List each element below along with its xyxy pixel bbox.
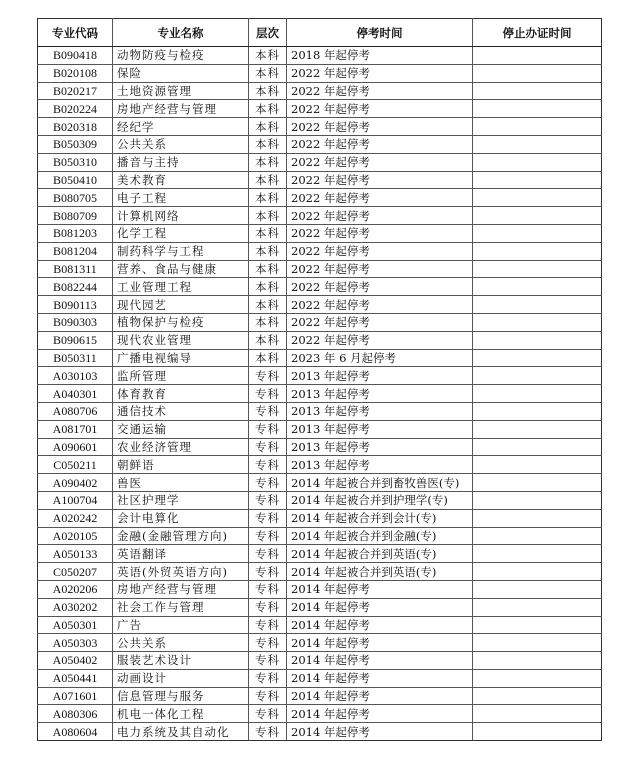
header-level: 层次	[249, 19, 287, 47]
major-code-cell: A050402	[38, 652, 113, 670]
major-code-cell: B081204	[38, 242, 113, 260]
table-row	[38, 153, 602, 171]
stop-exam-time-cell: 2022 年起停考	[287, 242, 473, 260]
level-cell: 专科	[249, 385, 287, 403]
level-cell: 专科	[249, 420, 287, 438]
stop-certificate-time-cell	[473, 491, 602, 509]
major-name-cell: 广告	[113, 616, 249, 634]
level-cell: 本科	[249, 296, 287, 314]
discontinued-majors-table	[37, 18, 602, 741]
major-name-cell: 美术教育	[113, 171, 249, 189]
stop-certificate-time-cell	[473, 82, 602, 100]
stop-certificate-time-cell	[473, 207, 602, 225]
table-row	[38, 456, 602, 474]
table-row	[38, 598, 602, 616]
table-row	[38, 616, 602, 634]
stop-certificate-time-cell	[473, 349, 602, 367]
level-cell: 专科	[249, 634, 287, 652]
major-name-cell: 通信技术	[113, 402, 249, 420]
major-code-cell: A030202	[38, 598, 113, 616]
table-row	[38, 242, 602, 260]
stop-exam-time-cell: 2022 年起停考	[287, 171, 473, 189]
level-cell: 本科	[249, 118, 287, 136]
major-code-cell: A081701	[38, 420, 113, 438]
major-code-cell: B080709	[38, 207, 113, 225]
header-major-code: 专业代码	[38, 19, 113, 47]
stop-exam-time-cell: 2014 年起被合并到金融(专)	[287, 527, 473, 545]
table-row	[38, 207, 602, 225]
major-code-cell: C050207	[38, 563, 113, 581]
level-cell: 专科	[249, 705, 287, 723]
level-cell: 专科	[249, 474, 287, 492]
major-name-cell: 保险	[113, 64, 249, 82]
table-row	[38, 331, 602, 349]
major-code-cell: B020217	[38, 82, 113, 100]
stop-exam-time-cell: 2022 年起停考	[287, 189, 473, 207]
table-row	[38, 652, 602, 670]
major-name-cell: 化学工程	[113, 224, 249, 242]
stop-certificate-time-cell	[473, 64, 602, 82]
table-row	[38, 171, 602, 189]
major-code-cell: A090601	[38, 438, 113, 456]
stop-exam-time-cell: 2014 年起停考	[287, 669, 473, 687]
level-cell: 本科	[249, 135, 287, 153]
stop-certificate-time-cell	[473, 420, 602, 438]
major-code-cell: A020206	[38, 580, 113, 598]
major-name-cell: 电子工程	[113, 189, 249, 207]
stop-certificate-time-cell	[473, 296, 602, 314]
major-name-cell: 信息管理与服务	[113, 687, 249, 705]
level-cell: 本科	[249, 207, 287, 225]
level-cell: 本科	[249, 260, 287, 278]
major-code-cell: A100704	[38, 491, 113, 509]
major-name-cell: 电力系统及其自动化	[113, 723, 249, 741]
table-row	[38, 385, 602, 403]
major-name-cell: 社会工作与管理	[113, 598, 249, 616]
major-code-cell: B050410	[38, 171, 113, 189]
stop-exam-time-cell: 2014 年起被合并到护理学(专)	[287, 491, 473, 509]
major-name-cell: 朝鲜语	[113, 456, 249, 474]
stop-exam-time-cell: 2014 年起停考	[287, 580, 473, 598]
table-row	[38, 100, 602, 118]
header-stop-certificate-time: 停止办证时间	[473, 19, 602, 47]
level-cell: 本科	[249, 100, 287, 118]
table-row	[38, 669, 602, 687]
level-cell: 专科	[249, 491, 287, 509]
stop-exam-time-cell: 2022 年起停考	[287, 82, 473, 100]
stop-exam-time-cell: 2014 年起被合并到英语(专)	[287, 563, 473, 581]
major-code-cell: A090402	[38, 474, 113, 492]
stop-certificate-time-cell	[473, 153, 602, 171]
table-row	[38, 420, 602, 438]
major-name-cell: 现代农业管理	[113, 331, 249, 349]
table-row	[38, 491, 602, 509]
major-code-cell: A050301	[38, 616, 113, 634]
level-cell: 本科	[249, 82, 287, 100]
table-row	[38, 438, 602, 456]
major-name-cell: 英语翻译	[113, 545, 249, 563]
stop-exam-time-cell: 2013 年起停考	[287, 420, 473, 438]
stop-exam-time-cell: 2014 年起停考	[287, 687, 473, 705]
level-cell: 专科	[249, 509, 287, 527]
level-cell: 本科	[249, 189, 287, 207]
stop-exam-time-cell: 2014 年起停考	[287, 598, 473, 616]
major-name-cell: 兽医	[113, 474, 249, 492]
major-code-cell: B020224	[38, 100, 113, 118]
table-row	[38, 313, 602, 331]
major-name-cell: 工业管理工程	[113, 278, 249, 296]
stop-certificate-time-cell	[473, 687, 602, 705]
level-cell: 专科	[249, 669, 287, 687]
stop-certificate-time-cell	[473, 616, 602, 634]
major-code-cell: B090303	[38, 313, 113, 331]
major-code-cell: B082244	[38, 278, 113, 296]
major-code-cell: A020242	[38, 509, 113, 527]
stop-exam-time-cell: 2022 年起停考	[287, 313, 473, 331]
level-cell: 专科	[249, 580, 287, 598]
table-row	[38, 527, 602, 545]
major-name-cell: 机电一体化工程	[113, 705, 249, 723]
stop-certificate-time-cell	[473, 189, 602, 207]
stop-certificate-time-cell	[473, 402, 602, 420]
table-row	[38, 402, 602, 420]
major-name-cell: 房地产经营与管理	[113, 100, 249, 118]
stop-exam-time-cell: 2022 年起停考	[287, 296, 473, 314]
major-name-cell: 经纪学	[113, 118, 249, 136]
table-row	[38, 367, 602, 385]
level-cell: 本科	[249, 47, 287, 65]
stop-exam-time-cell: 2014 年起停考	[287, 634, 473, 652]
stop-exam-time-cell: 2022 年起停考	[287, 64, 473, 82]
level-cell: 本科	[249, 349, 287, 367]
level-cell: 专科	[249, 563, 287, 581]
stop-exam-time-cell: 2018 年起停考	[287, 47, 473, 65]
major-code-cell: A080306	[38, 705, 113, 723]
major-name-cell: 会计电算化	[113, 509, 249, 527]
table-row	[38, 474, 602, 492]
stop-certificate-time-cell	[473, 224, 602, 242]
major-code-cell: B090615	[38, 331, 113, 349]
stop-certificate-time-cell	[473, 669, 602, 687]
stop-certificate-time-cell	[473, 563, 602, 581]
major-code-cell: B020108	[38, 64, 113, 82]
stop-exam-time-cell: 2013 年起停考	[287, 456, 473, 474]
table-row	[38, 723, 602, 741]
major-name-cell: 社区护理学	[113, 491, 249, 509]
table-row	[38, 296, 602, 314]
stop-exam-time-cell: 2022 年起停考	[287, 100, 473, 118]
major-name-cell: 植物保护与检疫	[113, 313, 249, 331]
major-code-cell: A050133	[38, 545, 113, 563]
stop-exam-time-cell: 2013 年起停考	[287, 402, 473, 420]
level-cell: 专科	[249, 438, 287, 456]
major-name-cell: 动物防疫与检疫	[113, 47, 249, 65]
major-code-cell: A030103	[38, 367, 113, 385]
level-cell: 本科	[249, 331, 287, 349]
major-name-cell: 金融(金融管理方向)	[113, 527, 249, 545]
table-row	[38, 349, 602, 367]
major-code-cell: A020105	[38, 527, 113, 545]
stop-exam-time-cell: 2022 年起停考	[287, 118, 473, 136]
major-code-cell: B050310	[38, 153, 113, 171]
major-name-cell: 公共关系	[113, 135, 249, 153]
major-name-cell: 广播电视编导	[113, 349, 249, 367]
major-name-cell: 体育教育	[113, 385, 249, 403]
major-code-cell: A050303	[38, 634, 113, 652]
stop-certificate-time-cell	[473, 598, 602, 616]
stop-certificate-time-cell	[473, 47, 602, 65]
stop-exam-time-cell: 2014 年起停考	[287, 652, 473, 670]
major-name-cell: 制药科学与工程	[113, 242, 249, 260]
major-code-cell: A080604	[38, 723, 113, 741]
stop-exam-time-cell: 2013 年起停考	[287, 438, 473, 456]
table-row	[38, 118, 602, 136]
table-row	[38, 82, 602, 100]
stop-exam-time-cell: 2014 年起停考	[287, 723, 473, 741]
stop-exam-time-cell: 2014 年起停考	[287, 616, 473, 634]
level-cell: 专科	[249, 616, 287, 634]
table-header-row	[38, 19, 602, 47]
level-cell: 专科	[249, 402, 287, 420]
table-row	[38, 687, 602, 705]
major-code-cell: A071601	[38, 687, 113, 705]
table-body	[38, 47, 602, 741]
major-code-cell: B090113	[38, 296, 113, 314]
stop-certificate-time-cell	[473, 545, 602, 563]
table-row	[38, 563, 602, 581]
stop-certificate-time-cell	[473, 260, 602, 278]
major-code-cell: A080706	[38, 402, 113, 420]
stop-certificate-time-cell	[473, 456, 602, 474]
major-name-cell: 公共关系	[113, 634, 249, 652]
major-code-cell: C050211	[38, 456, 113, 474]
header-major-name: 专业名称	[113, 19, 249, 47]
level-cell: 专科	[249, 723, 287, 741]
major-name-cell: 现代园艺	[113, 296, 249, 314]
major-name-cell: 播音与主持	[113, 153, 249, 171]
stop-certificate-time-cell	[473, 242, 602, 260]
table-row	[38, 135, 602, 153]
level-cell: 专科	[249, 598, 287, 616]
table-row	[38, 224, 602, 242]
stop-exam-time-cell: 2022 年起停考	[287, 278, 473, 296]
major-code-cell: A050441	[38, 669, 113, 687]
level-cell: 专科	[249, 687, 287, 705]
stop-exam-time-cell: 2022 年起停考	[287, 207, 473, 225]
stop-certificate-time-cell	[473, 438, 602, 456]
stop-exam-time-cell: 2023 年 6 月起停考	[287, 349, 473, 367]
table-row	[38, 64, 602, 82]
table-row	[38, 705, 602, 723]
stop-certificate-time-cell	[473, 474, 602, 492]
level-cell: 本科	[249, 313, 287, 331]
stop-certificate-time-cell	[473, 135, 602, 153]
stop-exam-time-cell: 2022 年起停考	[287, 331, 473, 349]
major-code-cell: B080705	[38, 189, 113, 207]
level-cell: 专科	[249, 652, 287, 670]
level-cell: 本科	[249, 278, 287, 296]
stop-exam-time-cell: 2013 年起停考	[287, 367, 473, 385]
stop-exam-time-cell: 2022 年起停考	[287, 153, 473, 171]
table-row	[38, 545, 602, 563]
major-code-cell: A040301	[38, 385, 113, 403]
major-name-cell: 房地产经营与管理	[113, 580, 249, 598]
level-cell: 本科	[249, 153, 287, 171]
major-name-cell: 英语(外贸英语方向)	[113, 563, 249, 581]
level-cell: 本科	[249, 242, 287, 260]
stop-certificate-time-cell	[473, 385, 602, 403]
stop-certificate-time-cell	[473, 118, 602, 136]
major-name-cell: 监所管理	[113, 367, 249, 385]
major-code-cell: B050311	[38, 349, 113, 367]
stop-certificate-time-cell	[473, 705, 602, 723]
major-code-cell: B081203	[38, 224, 113, 242]
stop-exam-time-cell: 2022 年起停考	[287, 260, 473, 278]
stop-exam-time-cell: 2014 年起被合并到会计(专)	[287, 509, 473, 527]
table-row	[38, 580, 602, 598]
table-row	[38, 189, 602, 207]
stop-certificate-time-cell	[473, 527, 602, 545]
table-row	[38, 278, 602, 296]
stop-certificate-time-cell	[473, 278, 602, 296]
stop-certificate-time-cell	[473, 367, 602, 385]
stop-certificate-time-cell	[473, 313, 602, 331]
level-cell: 本科	[249, 171, 287, 189]
stop-certificate-time-cell	[473, 509, 602, 527]
major-code-cell: B090418	[38, 47, 113, 65]
level-cell: 专科	[249, 367, 287, 385]
stop-exam-time-cell: 2013 年起停考	[287, 385, 473, 403]
stop-certificate-time-cell	[473, 100, 602, 118]
level-cell: 本科	[249, 64, 287, 82]
stop-exam-time-cell: 2022 年起停考	[287, 135, 473, 153]
level-cell: 专科	[249, 527, 287, 545]
major-name-cell: 农业经济管理	[113, 438, 249, 456]
major-name-cell: 计算机网络	[113, 207, 249, 225]
stop-certificate-time-cell	[473, 652, 602, 670]
major-name-cell: 交通运输	[113, 420, 249, 438]
level-cell: 本科	[249, 224, 287, 242]
stop-certificate-time-cell	[473, 331, 602, 349]
stop-exam-time-cell: 2014 年起停考	[287, 705, 473, 723]
stop-certificate-time-cell	[473, 580, 602, 598]
table-row	[38, 509, 602, 527]
table-row	[38, 260, 602, 278]
stop-exam-time-cell: 2014 年起被合并到畜牧兽医(专)	[287, 474, 473, 492]
stop-certificate-time-cell	[473, 634, 602, 652]
stop-exam-time-cell: 2022 年起停考	[287, 224, 473, 242]
stop-certificate-time-cell	[473, 723, 602, 741]
level-cell: 专科	[249, 456, 287, 474]
major-code-cell: B020318	[38, 118, 113, 136]
major-name-cell: 动画设计	[113, 669, 249, 687]
table-row	[38, 634, 602, 652]
major-code-cell: B050309	[38, 135, 113, 153]
header-stop-exam-time: 停考时间	[287, 19, 473, 47]
level-cell: 专科	[249, 545, 287, 563]
major-name-cell: 服装艺术设计	[113, 652, 249, 670]
table-row	[38, 47, 602, 65]
stop-certificate-time-cell	[473, 171, 602, 189]
major-name-cell: 营养、食品与健康	[113, 260, 249, 278]
stop-exam-time-cell: 2014 年起被合并到英语(专)	[287, 545, 473, 563]
major-name-cell: 土地资源管理	[113, 82, 249, 100]
major-code-cell: B081311	[38, 260, 113, 278]
